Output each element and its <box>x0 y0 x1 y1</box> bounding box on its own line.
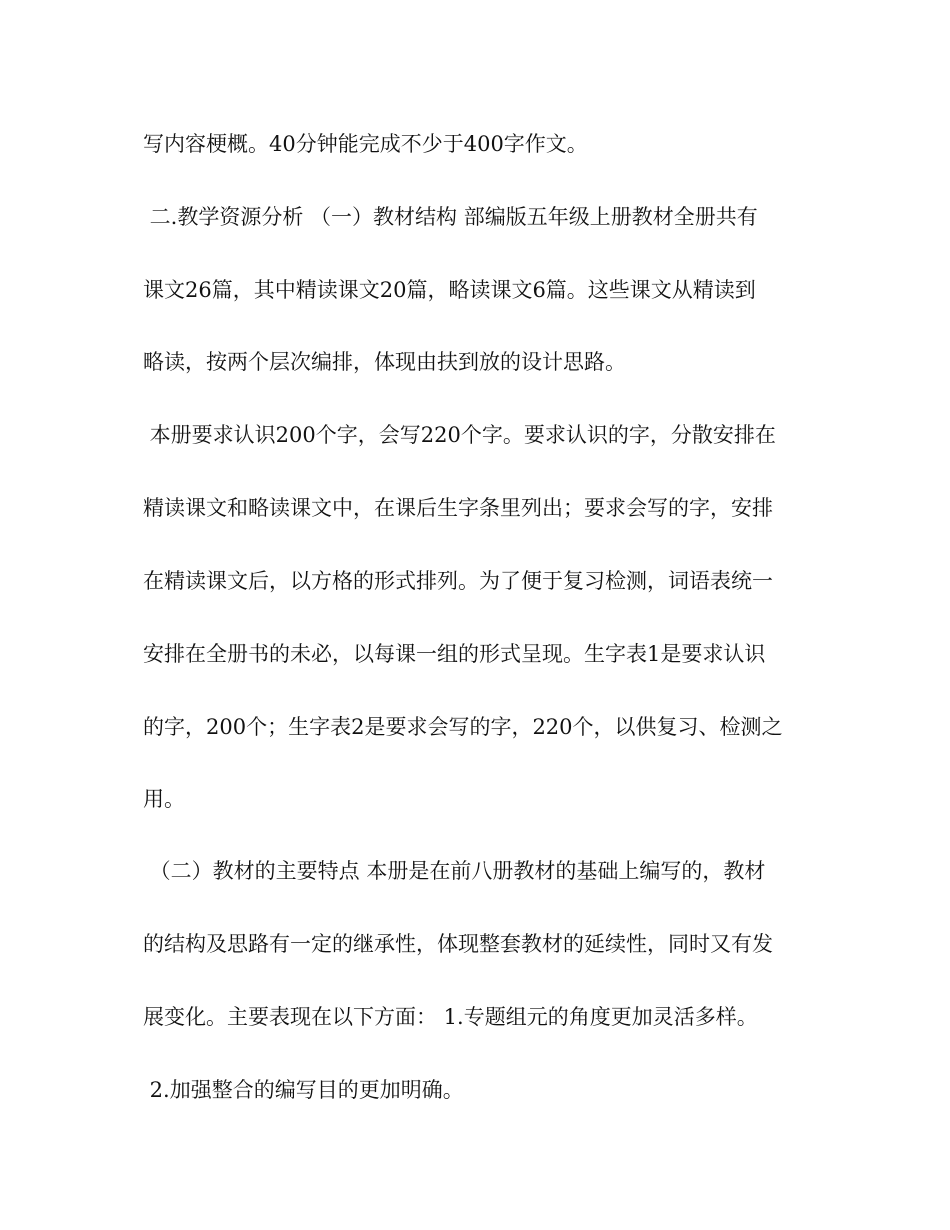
text-line: 用。 <box>143 787 185 811</box>
text-line: 展变化。主要表现在以下方面： 1.专题组元的角度更加灵活多样。 <box>143 1005 758 1029</box>
text-line: 2.加强整合的编写目的更加明确。 <box>143 1078 464 1102</box>
text-line: 精读课文和略读课文中，在课后生字条里列出；要求会写的字，安排 <box>143 496 773 520</box>
text-line: 二.教学资源分析 （一）教材结构 部编版五年级上册教材全册共有 <box>143 205 758 229</box>
text-line: 的字，200个；生字表2是要求会写的字，220个，以供复习、检测之 <box>143 715 783 739</box>
text-line: 在精读课文后，以方格的形式排列。为了便于复习检测，词语表统一 <box>143 569 773 593</box>
text-line: （二）教材的主要特点 本册是在前八册教材的基础上编写的，教材 <box>143 859 766 883</box>
text-line: 课文26篇，其中精读课文20篇，略读课文6篇。这些课文从精读到 <box>143 278 756 302</box>
text-line: 写内容梗概。40分钟能完成不少于400字作文。 <box>143 132 588 156</box>
text-line: 本册要求认识200个字，会写220个字。要求认识的字，分散安排在 <box>143 423 776 447</box>
text-line: 的结构及思路有一定的继承性，体现整套教材的延续性，同时又有发 <box>143 932 773 956</box>
text-line: 略读，按两个层次编排，体现由扶到放的设计思路。 <box>143 350 626 374</box>
text-line: 安排在全册书的未必，以每课一组的形式呈现。生字表1是要求认识 <box>143 642 766 666</box>
